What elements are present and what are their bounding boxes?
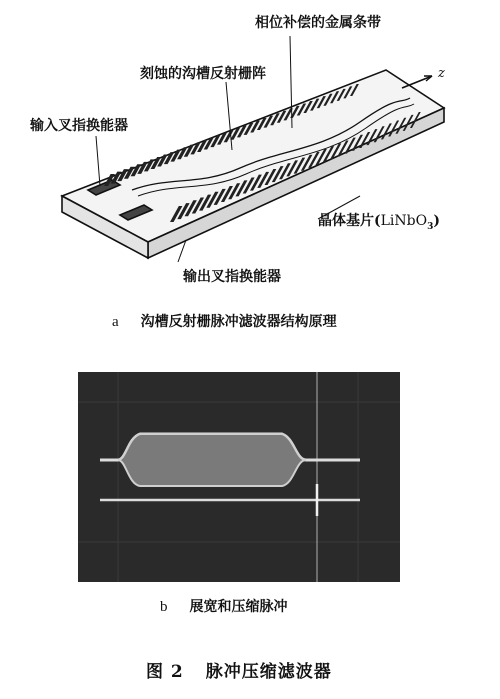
label-crystal-subscript: 3 [427,221,434,232]
caption-a [112,311,337,331]
z-axis-line [402,76,432,88]
figure-number: 图 2 [146,662,184,682]
figure-title-text: 脉冲压缩滤波器 [205,662,332,682]
caption-a-text: 沟槽反射栅脉冲滤波器结构原理 [140,314,337,330]
figure-title [146,657,332,682]
label-grooves: 刻蚀的沟槽反射栅阵 [140,66,266,82]
caption-b [160,596,288,616]
label-crystal-prefix: 晶体基片( [318,213,381,229]
oscilloscope-trace [78,372,400,582]
caption-b-text: 展宽和压缩脉冲 [189,599,288,615]
label-axis-z: z [438,66,445,81]
label-crystal-suffix: ) [433,213,440,229]
label-crystal-formula: LiNbO [380,213,428,229]
oscilloscope-photo [78,372,400,582]
label-input-idt: 输入叉指换能器 [30,118,128,134]
label-output-idt: 输出叉指换能器 [183,269,281,285]
leader-input-idt [96,136,100,186]
saw-device-diagram [0,0,500,300]
expanded-pulse-envelope [118,434,306,486]
label-crystal [318,210,440,232]
caption-a-letter: a [112,314,119,330]
caption-b-letter: b [160,599,168,615]
label-phase-strip: 相位补偿的金属条带 [255,15,381,31]
